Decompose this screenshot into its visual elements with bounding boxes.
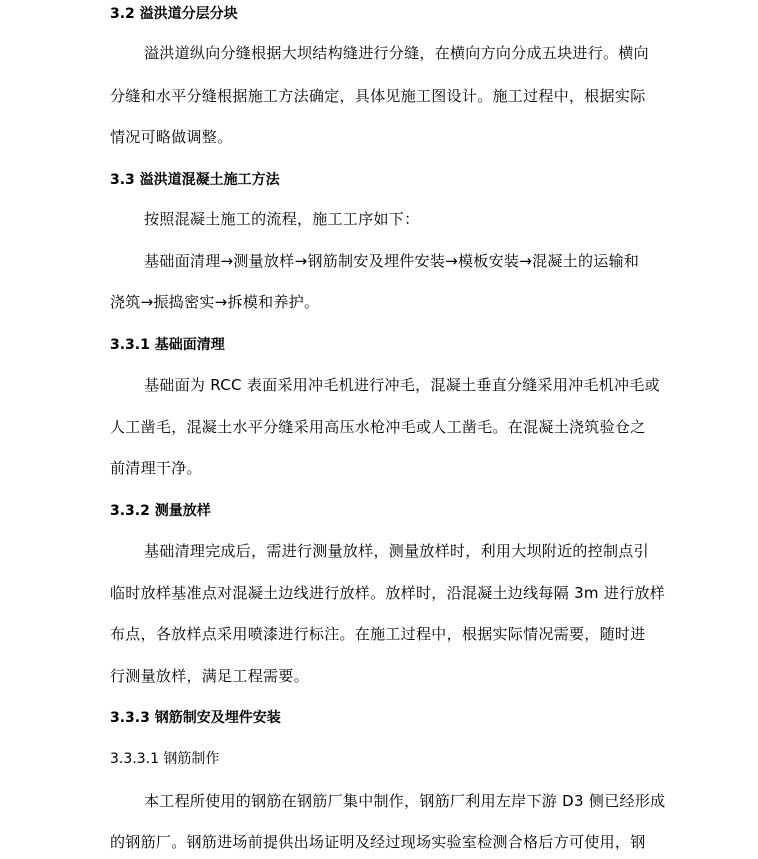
paragraph-line: 浇筑→振捣密实→拆模和养护。 [110, 293, 320, 311]
paragraph-line: 的钢筋厂。钢筋进场前提供出场证明及经过现场实验室检测合格后方可使用，钢 [110, 833, 646, 851]
paragraph-line: 基础清理完成后，需进行测量放样，测量放样时，利用大坝附近的控制点引 [144, 542, 649, 560]
paragraph-line: 人工凿毛，混凝土水平分缝采用高压水枪冲毛或人工凿毛。在混凝土浇筑验仓之 [110, 418, 646, 436]
paragraph-line: 分缝和水平分缝根据施工方法确定，具体见施工图设计。施工过程中，根据实际 [110, 87, 646, 105]
paragraph-line: 溢洪道纵向分缝根据大坝结构缝进行分缝，在横向方向分成五块进行。横向 [144, 44, 649, 62]
paragraph-line: 基础面清理→测量放样→钢筋制安及埋件安装→模板安装→混凝土的运输和 [144, 252, 640, 270]
section-heading-3-3-3: 3.3.3 钢筋制安及埋件安装 [110, 710, 281, 726]
paragraph-line: 本工程所使用的钢筋在钢筋厂集中制作，钢筋厂利用左岸下游 D3 侧已经形成 [144, 792, 666, 810]
paragraph-line: 情况可略做调整。 [110, 128, 233, 146]
paragraph-line: 行测量放样，满足工程需要。 [110, 667, 309, 685]
section-heading-3-3: 3.3 溢洪道混凝土施工方法 [110, 172, 280, 188]
paragraph-line: 布点，各放样点采用喷漆进行标注。在施工过程中，根据实际情况需要，随时进 [110, 625, 646, 643]
section-heading-3-3-1: 3.3.1 基础面清理 [110, 337, 225, 353]
section-heading-3-2: 3.2 溢洪道分层分块 [110, 6, 238, 22]
paragraph-line: 临时放样基准点对混凝土边线进行放样。放样时，沿混凝土边线每隔 3m 进行放样 [110, 584, 666, 602]
paragraph-line: 按照混凝土施工的流程，施工工序如下： [144, 210, 420, 228]
section-heading-3-3-2: 3.3.2 测量放样 [110, 503, 211, 519]
paragraph-line: 基础面为 RCC 表面采用冲毛机进行冲毛，混凝土垂直分缝采用冲毛机冲毛或 [144, 376, 660, 394]
paragraph-line: 前清理干净。 [110, 459, 202, 477]
section-heading-3-3-3-1: 3.3.3.1 钢筋制作 [110, 751, 220, 767]
